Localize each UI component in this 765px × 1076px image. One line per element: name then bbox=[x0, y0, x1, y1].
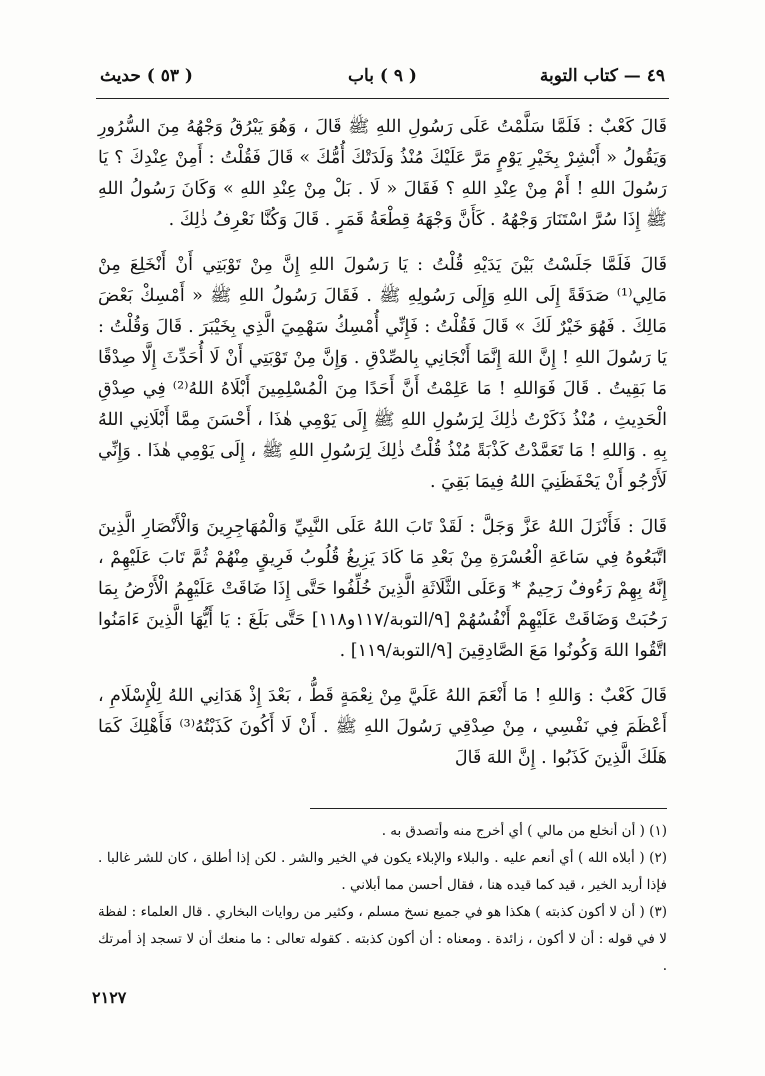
footnote-2: (٢) ( أبلاه الله ) أي أنعم عليه . والبلاء والإبلاء يكون في الخير والشر . لكن إذا أطلق ، كان للشر غالبا . فإذا أريد الخير ، قيد كما قيده هنا ، فقال أحسن مما أبلاني . bbox=[98, 850, 667, 893]
footnote-3: (٣) ( أن لا أكون كذبته ) هكذا هو في جميع نسخ مسلم ، وكثير من روايات البخاري . قال العلماء : لفظة لا في قوله : أن لا أكون ، زائدة . ومعناه : أن أكون كذبته . كقوله تعالى : ما منعك أن لا تسجد إذ أمرتك . bbox=[98, 904, 667, 974]
paragraph-1: قَالَ كَعْبٌ : فَلَمَّا سَلَّمْتُ عَلَى رَسُولِ اللهِ ﷺ قَالَ ، وَهُوَ يَبْرُقُ وَجْهُهُ مِنَ السُّرُورِ وَيَقُولُ « أَبْشِرْ بِخَيْرِ يَوْمٍ مَرَّ عَلَيْكَ مُنْذُ وَلَدَتْكَ أُمُّكَ » قَالَ فَقُلْتُ : أَمِنْ عِنْدِكَ ؟ يَا رَسُولَ اللهِ ! أَمْ مِنْ عِنْدِ اللهِ ؟ فَقَالَ « لَا . بَلْ مِنْ عِنْدِ اللهِ » وَكَانَ رَسُولُ اللهِ ﷺ إِذَا سُرَّ اسْتَنَارَ وَجْهُهُ . كَأَنَّ وَجْهَهُ قِطْعَةُ قَمَرٍ . قَالَ وَكُنَّا نَعْرِفُ ذٰلِكَ . bbox=[98, 117, 667, 230]
header-chapter: ( ٩ ) باب bbox=[348, 66, 417, 86]
paragraph-2: قَالَ فَلَمَّا جَلَسْتُ بَيْنَ يَدَيْهِ قُلْتُ : يَا رَسُولَ اللهِ إِنَّ مِنْ تَوْبَتِي أَنْ أَنْخَلِعَ مِنْ مَالِي⁽¹⁾ صَدَقَةً إِلَى اللهِ وَإِلَى رَسُولِهِ ﷺ . فَقَالَ رَسُولُ اللهِ ﷺ « أَمْسِكْ بَعْضَ مَالِكَ . فَهُوَ خَيْرٌ لَكَ » قَالَ فَقُلْتُ : فَإِنِّي أُمْسِكُ سَهْمِيَ الَّذِي بِخَيْبَرَ . قَالَ وَقُلْتُ : يَا رَسُولَ اللهِ ! إِنَّ اللهَ إِنَّمَا أَنْجَانِي بِالصِّدْقِ . وَإِنَّ مِنْ تَوْبَتِي أَنْ لَا أُحَدِّثَ إِلَّا صِدْقًا مَا بَقِيتُ . قَالَ فَوَاللهِ ! مَا عَلِمْتُ أَنَّ أَحَدًا مِنَ الْمُسْلِمِينَ أَبْلَاهُ اللهُ⁽²⁾ فِي صِدْقِ الْحَدِيثِ ، مُنْذُ ذَكَرْتُ ذٰلِكَ لِرَسُولِ اللهِ ﷺ إِلَى يَوْمِي هٰذَا ، أَحْسَنَ مِمَّا أَبْلَانِي اللهُ بِهِ . وَاللهِ ! مَا تَعَمَّدْتُ كَذْبَةً مُنْذُ قُلْتُ ذٰلِكَ لِرَسُولِ اللهِ ﷺ ، إِلَى يَوْمِي هٰذَا . وَإِنِّي لَأَرْجُو أَنْ يَحْفَظَنِيَ اللهُ فِيمَا بَقِيَ . bbox=[98, 255, 667, 492]
main-text bbox=[98, 112, 667, 788]
page-number: ٢١٢٧ bbox=[92, 988, 127, 1007]
header-rule bbox=[96, 98, 669, 99]
footnote-rule bbox=[310, 808, 667, 809]
paragraph-3: قَالَ : فَأَنْزَلَ اللهُ عَزَّ وَجَلَّ : لَقَدْ تَابَ اللهُ عَلَى النَّبِيِّ وَالْمُهَاجِرِينَ وَالْأَنْصَارِ الَّذِينَ اتَّبَعُوهُ فِي سَاعَةِ الْعُسْرَةِ مِنْ بَعْدِ مَا كَادَ يَزِيغُ قُلُوبُ فَرِيقٍ مِنْهُمْ ثُمَّ تَابَ عَلَيْهِمْ ، إِنَّهُ بِهِمْ رَءُوفٌ رَحِيمٌ * وَعَلَى الثَّلَاثَةِ الَّذِينَ خُلِّفُوا حَتَّى إِذَا ضَاقَتْ عَلَيْهِمُ الْأَرْضُ بِمَا رَحُبَتْ وَضَاقَتْ عَلَيْهِمْ أَنْفُسُهُمْ [٩/التوبة/١١٧و١١٨] حَتَّى بَلَغَ : يَا أَيُّهَا الَّذِينَ ءَامَنُوا اتَّقُوا اللهَ وَكُونُوا مَعَ الصَّادِقِينَ [٩/التوبة/١١٩] . bbox=[98, 517, 667, 661]
paragraph-4: قَالَ كَعْبٌ : وَاللهِ ! مَا أَنْعَمَ اللهُ عَلَيَّ مِنْ نِعْمَةٍ قَطُّ ، بَعْدَ إِذْ هَدَانِي اللهُ لِلْإِسْلَامِ ، أَعْظَمَ فِي نَفْسِي ، مِنْ صِدْقِي رَسُولَ اللهِ ﷺ . أَنْ لَا أَكُونَ كَذَبْتُهُ⁽³⁾ فَأَهْلِكَ كَمَا هَلَكَ الَّذِينَ كَذَبُوا . إِنَّ اللهَ قَالَ bbox=[98, 686, 667, 768]
footnotes bbox=[98, 818, 667, 980]
footnote-1: (١) ( أن أنخلع من مالي ) أي أخرج منه وأتصدق به . bbox=[381, 823, 667, 839]
running-header bbox=[100, 60, 665, 96]
header-hadith-number: ( ٥٣ ) حديث bbox=[100, 66, 193, 86]
header-book-title: ٤٩ — كتاب التوبة bbox=[539, 66, 665, 86]
